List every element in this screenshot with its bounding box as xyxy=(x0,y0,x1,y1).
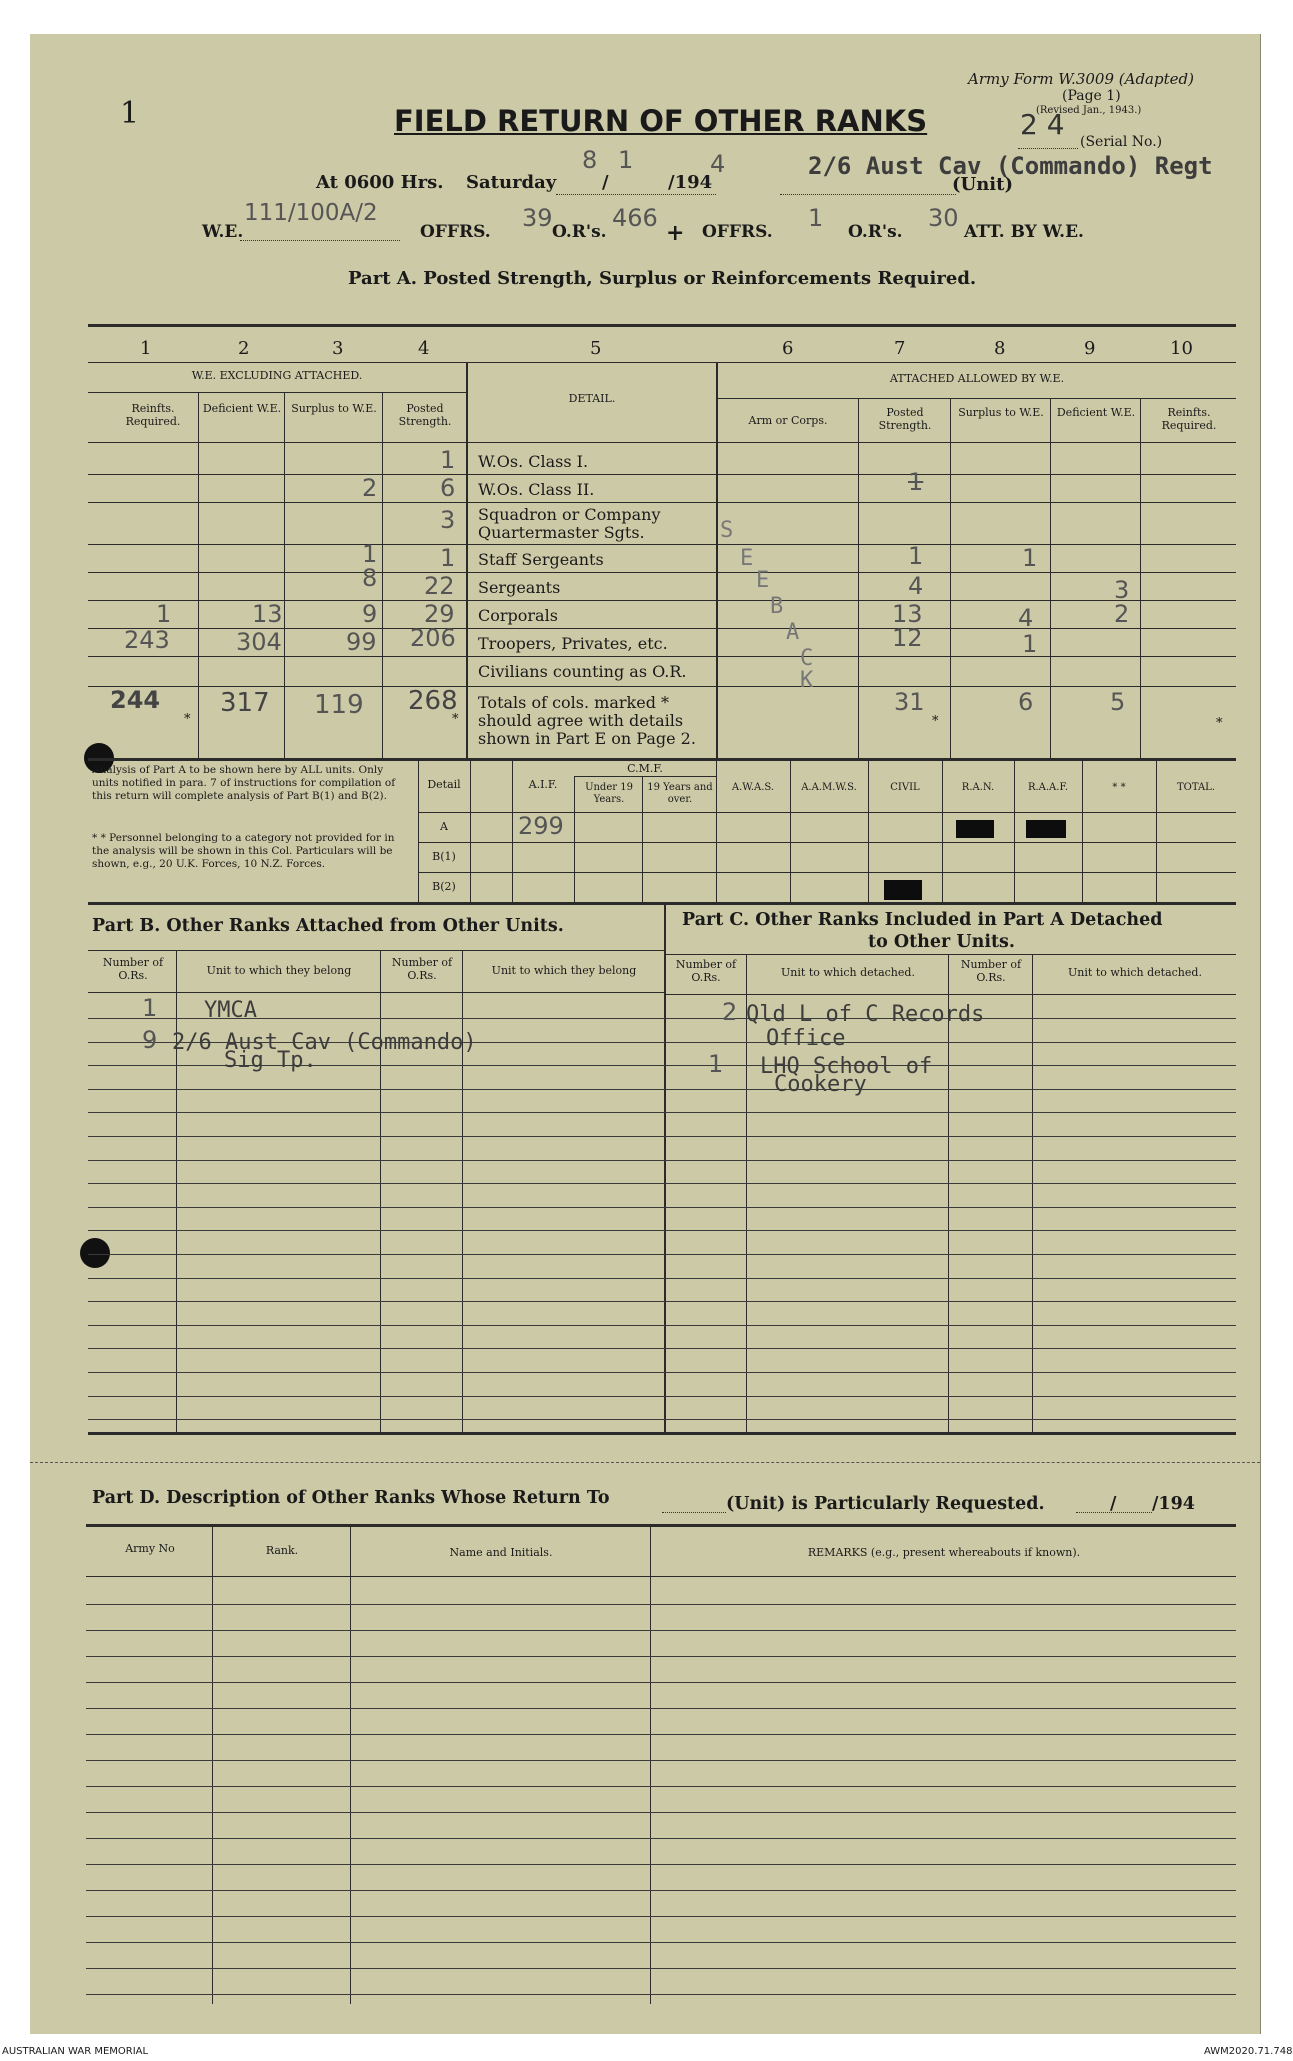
colh-surplus: Surplus to W.E. xyxy=(291,402,377,415)
cpl-surplus: 9 xyxy=(362,600,378,628)
ruled-line xyxy=(88,1372,1236,1373)
detail-header: DETAIL. xyxy=(568,392,616,405)
ruled-line xyxy=(88,1112,1236,1113)
at-hours-label: At 0600 Hrs. xyxy=(316,172,444,193)
date-year-prefix: /194 xyxy=(668,172,713,193)
serial-dots xyxy=(1018,148,1078,149)
offrs-value: 39 xyxy=(522,204,553,232)
form-name: Army Form W.3009 (Adapted) xyxy=(968,70,1194,88)
stamp-letter-e1: E xyxy=(740,546,754,571)
ruled-line xyxy=(86,1786,1236,1787)
detail-cpls: Corporals xyxy=(478,606,558,625)
cpl-reinfts: 1 xyxy=(156,600,172,628)
detail-wo2: W.Os. Class II. xyxy=(478,480,595,499)
ruled-line xyxy=(86,1994,1236,1995)
wo2-posted: 6 xyxy=(440,474,456,502)
punch-hole-bottom xyxy=(80,1238,110,1268)
cpl-posted: 29 xyxy=(424,600,455,628)
b-num-header-1: Number of O.Rs. xyxy=(102,956,164,983)
detail-totals: Totals of cols. marked * should agree with details shown in Part E on Page 2. xyxy=(478,693,696,748)
ssgt-att-posted: 1 xyxy=(908,542,924,570)
c-entry-3-unit: LHQ School of xyxy=(760,1054,933,1079)
part-c-title: Part C. Other Ranks Included in Part A Detached xyxy=(682,910,1163,930)
ruled-line xyxy=(88,1136,1236,1137)
offrs2-value: 1 xyxy=(808,204,824,232)
sqms-posted: 3 xyxy=(440,506,456,534)
total-star-10: * xyxy=(1216,716,1223,731)
ruled-line xyxy=(86,1812,1236,1813)
total-att-surplus: 6 xyxy=(1018,688,1034,716)
ana-detail-header: Detail xyxy=(427,778,461,791)
colh-deficient-att: Deficient W.E. xyxy=(1056,406,1136,419)
col-num-1: 1 xyxy=(140,338,152,359)
ruled-line xyxy=(88,1325,1236,1326)
col-num-7: 7 xyxy=(894,338,906,359)
tpr-surplus: 99 xyxy=(346,628,377,656)
ruled-line xyxy=(88,1396,1236,1397)
aif-a-value: 299 xyxy=(518,812,564,840)
colh-reinfts: Reinfts. Required. xyxy=(125,402,181,429)
ruled-line xyxy=(88,1348,1236,1349)
stamp-letter-e2: E xyxy=(756,568,770,593)
ors2-value: 30 xyxy=(928,204,959,232)
offrs2-label: OFFRS. xyxy=(702,222,773,242)
tpr-att-surplus: 1 xyxy=(1022,630,1038,658)
c-num-header-2: Number of O.Rs. xyxy=(960,958,1022,985)
date-year-suffix: 4 xyxy=(710,150,726,178)
b-entry-2-unit: 2/6 Aust Cav (Commando) xyxy=(172,1030,477,1055)
colh-arm: Arm or Corps. xyxy=(748,414,828,427)
stamp-letter-s: S xyxy=(720,518,734,543)
colh-reinfts-att: Reinfts. Required. xyxy=(1161,406,1217,433)
b-unit-header-1: Unit to which they belong xyxy=(206,964,352,977)
ana-awas-header: A.W.A.S. xyxy=(731,782,775,793)
plus-sign: + xyxy=(666,220,685,246)
total-surplus: 119 xyxy=(314,690,364,720)
unit-dots xyxy=(780,194,956,195)
detail-wo1: W.Os. Class I. xyxy=(478,452,589,471)
col-num-9: 9 xyxy=(1084,338,1096,359)
ana-row-b2: B(2) xyxy=(432,880,456,893)
ruled-line xyxy=(86,1760,1236,1761)
redaction-raaf xyxy=(1026,820,1066,838)
ruled-line xyxy=(86,1890,1236,1891)
b-entry-1-unit: YMCA xyxy=(204,998,257,1023)
colh-posted-att: Posted Strength. xyxy=(878,406,932,433)
part-b-title: Part B. Other Ranks Attached from Other Units. xyxy=(92,916,564,936)
d-name-header: Name and Initials. xyxy=(449,1546,553,1559)
detail-sgts: Sergeants xyxy=(478,578,561,597)
part-d-unit-dots xyxy=(662,1512,726,1513)
detail-troopers: Troopers, Privates, etc. xyxy=(478,634,668,653)
year-prefix: 194 xyxy=(674,172,713,193)
col-num-5: 5 xyxy=(590,338,602,359)
ssgt-surplus: 1 xyxy=(362,540,378,568)
ana-ran-header: R.A.N. xyxy=(961,782,995,793)
ruled-line xyxy=(88,1230,1236,1231)
ruled-line xyxy=(88,1254,1236,1255)
wo2-att-posted: 1 xyxy=(908,468,924,496)
stamp-letter-a: A xyxy=(786,620,800,645)
col-num-2: 2 xyxy=(238,338,250,359)
ors-value: 466 xyxy=(612,204,658,232)
form-title: FIELD RETURN OF OTHER RANKS xyxy=(394,104,928,138)
b-entry-3-unit: Sig Tp. xyxy=(224,1048,317,1073)
ruled-line xyxy=(86,1682,1236,1683)
part-d-title: Part D. Description of Other Ranks Whose Return To xyxy=(92,1488,610,1508)
analysis-note-2: * * Personnel belonging to a category not provided for in the analysis will be shown in this Col. Particulars will be shown, e.g., 20 U.K. Forces, 10 N.Z. Forces. xyxy=(92,832,395,870)
ana-raaf-header: R.A.A.F. xyxy=(1027,782,1069,793)
total-deficient: 317 xyxy=(220,688,270,718)
ors-label: O.R's. xyxy=(552,222,607,242)
ruled-line xyxy=(88,1018,1236,1019)
ruled-line xyxy=(86,1734,1236,1735)
ruled-line xyxy=(86,1968,1236,1969)
d-rank-header: Rank. xyxy=(265,1544,299,1557)
footer-right: AWM2020.71.748 xyxy=(1204,2046,1293,2057)
ana-aif-header: A.I.F. xyxy=(528,778,558,791)
col-num-3: 3 xyxy=(332,338,344,359)
analysis-note: Analysis of Part A to be shown here by ALL units. Only units notified in para. 7 of instructions for compilation of this return will complete analysis of Part B(1) and B(2). xyxy=(92,764,396,802)
date-slash: / xyxy=(602,172,609,193)
b-num-header-2: Number of O.Rs. xyxy=(391,956,453,983)
c-unit-header-2: Unit to which detached. xyxy=(1068,966,1202,979)
sgt-att-posted: 4 xyxy=(908,572,924,600)
b-unit-header-2: Unit to which they belong xyxy=(491,964,637,977)
colh-posted: Posted Strength. xyxy=(398,402,452,429)
unit-label: (Unit) xyxy=(952,174,1013,195)
ana-row-b1: B(1) xyxy=(432,850,456,863)
tpr-posted: 206 xyxy=(410,624,456,652)
att-label: ATT. BY W.E. xyxy=(964,222,1084,242)
ors2-label: O.R's. xyxy=(848,222,903,242)
part-a-title: Part A. Posted Strength, Surplus or Reinforcements Required. xyxy=(348,268,977,289)
ruled-line xyxy=(88,1301,1236,1302)
stamp-letter-b: B xyxy=(770,594,784,619)
c-entry-2-unit: Office xyxy=(766,1026,846,1051)
ruled-line xyxy=(86,1916,1236,1917)
detail-staff-sgts: Staff Sergeants xyxy=(478,550,604,569)
part-d-date-slash: / xyxy=(1110,1494,1117,1514)
total-att-deficient: 5 xyxy=(1110,688,1126,716)
ana-civil-header: CIVIL xyxy=(890,782,920,793)
ruled-line xyxy=(88,1089,1236,1090)
ana-under19-header: Under 19 Years. xyxy=(585,782,633,805)
we-label: W.E. xyxy=(202,222,244,242)
cpl-att-posted: 13 xyxy=(892,600,923,628)
wo1-posted: 1 xyxy=(440,446,456,474)
total-star-4: * xyxy=(452,712,459,727)
footer-left: AUSTRALIAN WAR MEMORIAL xyxy=(2,2046,149,2057)
date-dots xyxy=(556,194,716,195)
ruled-line xyxy=(86,1838,1236,1839)
col-num-4: 4 xyxy=(418,338,430,359)
tpr-deficient: 304 xyxy=(236,628,282,656)
tpr-att-posted: 12 xyxy=(892,624,923,652)
total-posted: 268 xyxy=(408,686,458,716)
serial-value: 2 4 xyxy=(1020,108,1065,141)
redaction-civil xyxy=(884,880,922,900)
ruled-line xyxy=(86,1942,1236,1943)
ruled-line xyxy=(86,1630,1236,1631)
b-entry-2-num: 9 xyxy=(142,1026,158,1054)
redaction-ran xyxy=(956,820,994,838)
form-revised: (Revised Jan., 1943.) xyxy=(1036,105,1142,116)
ana-cmf-header: C.M.F. xyxy=(627,762,663,775)
ruled-line xyxy=(88,1160,1236,1161)
ruled-line xyxy=(86,1656,1236,1657)
detail-sqms: Squadron or Company Quartermaster Sgts. xyxy=(478,505,661,542)
detail-civilians: Civilians counting as O.R. xyxy=(478,662,687,681)
we-dots xyxy=(240,240,400,241)
total-att-posted: 31 xyxy=(894,688,925,716)
col-num-8: 8 xyxy=(994,338,1006,359)
d-remarks-header: REMARKS (e.g., present whereabouts if known). xyxy=(807,1546,1081,1559)
we-value: 111/100A/2 xyxy=(244,200,378,226)
date-day: 8 xyxy=(582,146,598,174)
stamp-letters-ck: C K xyxy=(800,646,814,693)
offrs-label: OFFRS. xyxy=(420,222,491,242)
ana-over19-header: 19 Years and over. xyxy=(647,782,713,805)
c-entry-1-num: 2 xyxy=(722,998,738,1026)
tpr-reinfts: 243 xyxy=(124,626,170,654)
c-entry-3-num: 1 xyxy=(708,1050,724,1078)
ana-aamws-header: A.A.M.W.S. xyxy=(801,782,857,793)
serial-label: (Serial No.) xyxy=(1080,134,1163,150)
ana-row-a: A xyxy=(440,820,448,833)
date-month: 1 xyxy=(618,146,634,174)
col-num-6: 6 xyxy=(782,338,794,359)
sgt-posted: 22 xyxy=(424,572,455,600)
wo2-surplus: 2 xyxy=(362,474,378,502)
cpl-att-deficient: 2 xyxy=(1114,600,1130,628)
ruled-line xyxy=(86,1864,1236,1865)
c-entry-1-unit: Qld L of C Records xyxy=(746,1002,985,1027)
c-num-header-1: Number of O.Rs. xyxy=(675,958,737,985)
total-reinfts: 244 xyxy=(110,686,161,714)
perforation-line xyxy=(30,1462,1260,1463)
cpl-att-surplus: 4 xyxy=(1018,604,1034,632)
unit-value: 2/6 Aust Cav (Commando) Regt xyxy=(808,152,1213,180)
pencil-page-mark: 1 xyxy=(120,96,140,131)
sgt-att-deficient: 3 xyxy=(1114,576,1130,604)
total-star-7: * xyxy=(932,714,939,729)
ruled-line xyxy=(88,1278,1236,1279)
b-entry-1-num: 1 xyxy=(142,994,158,1022)
c-entry-4-unit: Cookery xyxy=(774,1072,867,1097)
group-left-header: W.E. EXCLUDING ATTACHED. xyxy=(191,369,363,382)
ssgt-posted: 1 xyxy=(440,544,456,572)
ruled-line xyxy=(86,1708,1236,1709)
form-page: (Page 1) xyxy=(1062,88,1121,104)
ana-total-header: TOTAL. xyxy=(1176,782,1216,793)
ruled-line xyxy=(88,1207,1236,1208)
c-unit-header-1: Unit to which detached. xyxy=(781,966,915,979)
ruled-line xyxy=(88,1419,1236,1420)
group-right-header: ATTACHED ALLOWED BY W.E. xyxy=(889,372,1065,385)
ruled-line xyxy=(88,1183,1236,1184)
ssgt-att-surplus: 1 xyxy=(1022,544,1038,572)
part-d-unit-label: (Unit) is Particularly Requested. xyxy=(726,1494,1045,1514)
total-star-1: * xyxy=(184,712,191,727)
colh-deficient: Deficient W.E. xyxy=(202,402,282,415)
cpl-deficient: 13 xyxy=(252,600,283,628)
sgt-surplus: 8 xyxy=(362,564,378,592)
col-num-10: 10 xyxy=(1170,338,1193,359)
day-label: Saturday xyxy=(466,172,557,193)
d-army-no-header: Army No xyxy=(125,1542,175,1555)
ana-stars-header: * * xyxy=(1112,782,1126,793)
part-d-date: /194 xyxy=(1152,1494,1195,1514)
colh-surplus-att: Surplus to W.E. xyxy=(958,406,1044,419)
ruled-line xyxy=(86,1604,1236,1605)
part-c-title-2: to Other Units. xyxy=(868,932,1016,952)
